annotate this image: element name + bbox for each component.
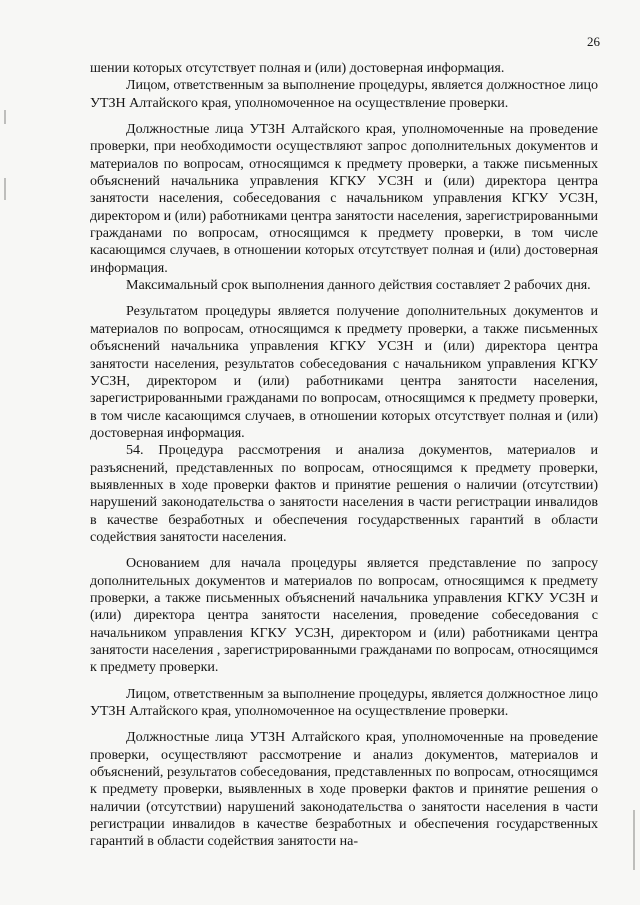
paragraph: Максимальный срок выполнения данного действия составляет 2 рабочих дня. bbox=[126, 277, 591, 294]
paragraph: Должностные лица УТЗН Алтайского края, уполномоченные на проведение проверки, осуществляют рассмотрение и анализ документов, материалов и объяснений, результатов собеседования, представленных по вопросам, относящимся к предмету проверки, выявленных в ходе проверки фактов и принятие решения о наличии (отсутствии) нарушений законодательства о занятости населения в части регистрации инвалидов в качестве безработных и обеспечения государственных гарантий в области содействия занятости на- bbox=[90, 729, 598, 850]
scan-artifact bbox=[4, 178, 6, 200]
scan-artifact bbox=[633, 810, 635, 870]
paragraph: 54. Процедура рассмотрения и анализа документов, материалов и разъяснений, представленных по вопросам, относящимся к предмету проверки, выявленных в ходе проверки фактов и принятие решения о наличии (отсутствии) нарушений законодательства о занятости населения в части регистрации инвалидов в качестве безработных и обеспечения государственных гарантий в области содействия занятости населения. bbox=[90, 442, 598, 545]
paragraph: Должностные лица УТЗН Алтайского края, уполномоченные на проведение проверки, при необходимости осуществляют запрос дополнительных документов и материалов по вопросам, относящимся к предмету проверки, а также письменных объяснений начальника управления КГКУ УСЗН и (или) директора центра занятости населения, собеседования с начальником управления КГКУ УСЗН, директором и (или) работниками центра занятости населения, зарегистрированными гражданами по вопросам, относящимся к предмету проверки, в том числе касающимся случаев, в отношении которых отсутствует полная и (или) достоверная информация. bbox=[90, 121, 598, 276]
paragraph: шении которых отсутствует полная и (или) достоверная информация. bbox=[90, 60, 505, 76]
document-body bbox=[90, 60, 598, 851]
paragraph: Лицом, ответственным за выполнение процедуры, является должностное лицо УТЗН Алтайского края, уполномоченное на осуществление проверки. bbox=[90, 77, 598, 111]
scan-artifact bbox=[4, 110, 6, 124]
page-number: 26 bbox=[587, 34, 600, 49]
paragraph: Лицом, ответственным за выполнение процедуры, является должностное лицо УТЗН Алтайского края, уполномоченное на осуществление проверки. bbox=[90, 685, 598, 720]
paragraph: Результатом процедуры является получение дополнительных документов и материалов по вопросам, относящимся к предмету проверки, а также письменных объяснений начальника управления КГКУ УСЗН и (или) директора центра занятости населения, результатов собеседования с начальником управления КГКУ УСЗН, директором и (или) работниками центра занятости населения, зарегистрированными гражданами по вопросам, относящимся к предмету проверки, в том числе касающимся случаев, в отношении которых отсутствует полная и (или) достоверная информация. bbox=[90, 303, 598, 441]
paragraph: Основанием для начала процедуры является представление по запросу дополнительных документов и материалов по вопросам, относящимся к предмету проверки, а также письменных объяснений начальника управления КГКУ УСЗН и (или) директора центра занятости населения, проведение собеседования с начальником управления КГКУ УСЗН, директором и (или) работниками центра занятости населения , зарегистрированными гражданами по вопросам, относящимся к предмету проверки. bbox=[90, 555, 598, 676]
